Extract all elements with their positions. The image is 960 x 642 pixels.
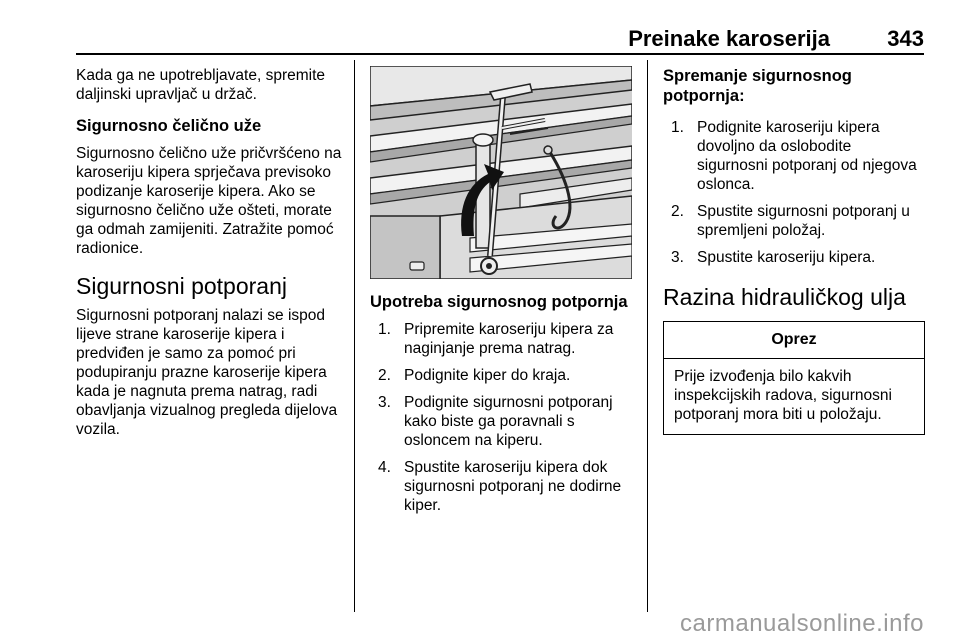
caution-text: Prije izvođenja bilo kakvih inspekcijskih radova, sigurnosni potporanj mora biti u položaju.: [674, 368, 892, 423]
column-1: [76, 66, 344, 439]
column-2: [370, 292, 632, 523]
step-number: 4.: [378, 459, 391, 476]
intro-paragraph: Kada ga ne upotrebljavate, spremite daljinski upravljač u držač.: [76, 67, 326, 103]
page-header-title: Preinake karoserija: [628, 26, 830, 51]
step-number: 2.: [378, 367, 391, 384]
prop-paragraph: Sigurnosni potporanj nalazi se ispod lijeve strane karoserije kipera i predviđen je samo za pomoć pri podupiranju prazne karoserije kipera kada je nagnuta prema natrag, radi obavljanja vizualnog pregleda dijelova vozila.: [76, 307, 338, 438]
list-item: [378, 366, 632, 385]
prop-heading: Sigurnosni potporanj: [76, 273, 287, 299]
step-number: 2.: [671, 203, 684, 220]
step-text: Spustite sigurnosni potporanj u spremljeni položaj.: [697, 203, 910, 239]
step-number: 1.: [671, 119, 684, 136]
column-divider-left: [354, 60, 355, 612]
store-steps-list: [663, 118, 925, 267]
list-item: [671, 202, 925, 240]
step-text: Pripremite karoseriju kipera za naginjanje prema natrag.: [404, 321, 614, 357]
column-divider-right: [647, 60, 648, 612]
use-heading: Upotreba sigurnosnog potpornja: [370, 293, 628, 311]
use-steps-list: [370, 320, 632, 515]
caution-box: [663, 321, 925, 435]
step-number: 3.: [671, 249, 684, 266]
watermark: carmanualsonline.info: [680, 610, 924, 637]
page-number: 343: [887, 26, 924, 51]
list-item: [378, 393, 632, 450]
hydraulic-heading: Razina hidrauličkog ulja: [663, 284, 906, 310]
safety-prop-illustration-icon: [370, 66, 632, 279]
column-3: [663, 66, 925, 435]
step-text: Podignite karoseriju kipera dovoljno da oslobodite sigurnosni potporanj od njegova oslonca.: [697, 119, 917, 193]
step-number: 1.: [378, 321, 391, 338]
store-heading: Spremanje sigurnosnog potpornja:: [663, 67, 852, 105]
step-text: Podignite kiper do kraja.: [404, 367, 571, 384]
caution-title: Oprez: [664, 322, 924, 359]
list-item: [671, 248, 925, 267]
step-text: Podignite sigurnosni potporanj kako biste ga poravnali s osloncem na kiperu.: [404, 394, 613, 449]
step-number: 3.: [378, 394, 391, 411]
step-text: Spustite karoseriju kipera dok sigurnosni potporanj ne dodirne kiper.: [404, 459, 622, 514]
step-text: Spustite karoseriju kipera.: [697, 249, 876, 266]
header-rule: [76, 53, 924, 55]
list-item: [378, 458, 632, 515]
list-item: [671, 118, 925, 194]
list-item: [378, 320, 632, 358]
cable-heading: Sigurnosno čelično uže: [76, 117, 262, 135]
cable-paragraph: Sigurnosno čelično uže pričvršćeno na karoseriju kipera sprječava previsoko podizanje karoserije kipera. Ako se sigurnosno čelično uže ošteti, morate ga odmah zamijeniti. Zatražite pomoć radionice.: [76, 145, 342, 257]
